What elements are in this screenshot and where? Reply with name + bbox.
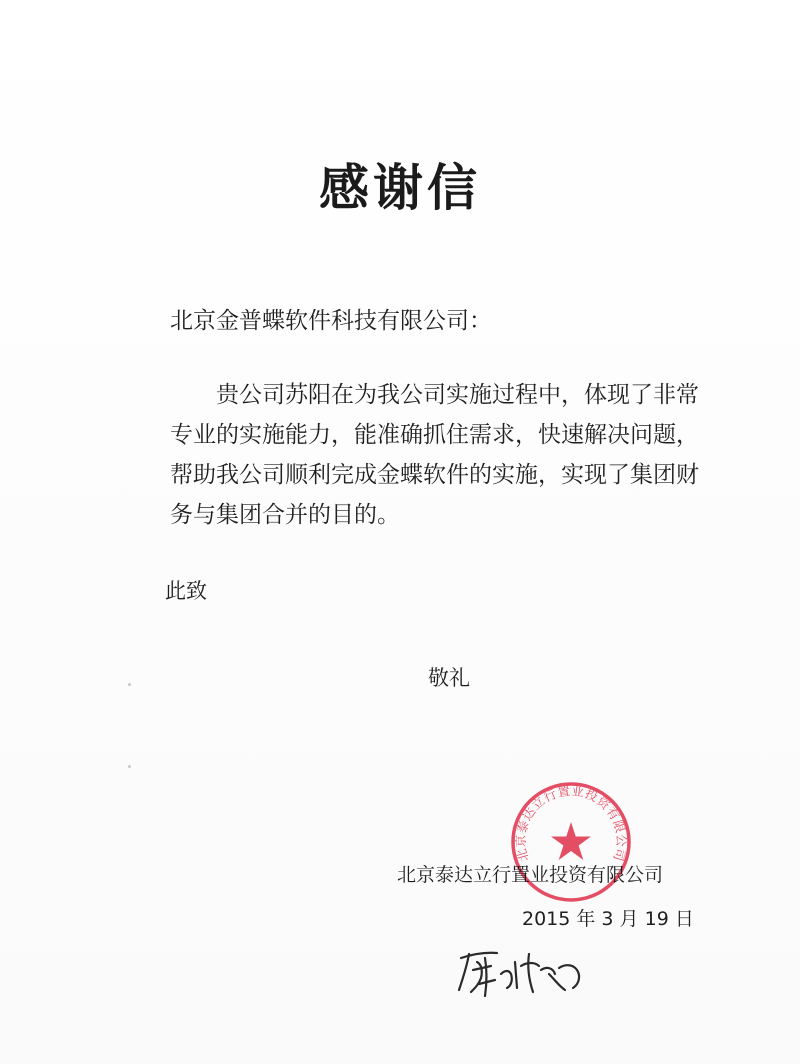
scan-speck <box>128 765 131 768</box>
sender-company: 北京泰达立行置业投资有限公司 <box>397 864 664 886</box>
svg-text:北京泰达立行置业投资有限公司: 北京泰达立行置业投资有限公司 <box>512 782 630 864</box>
letter-title: 感谢信 <box>319 159 481 217</box>
letter-body <box>170 375 699 535</box>
handwritten-signature-icon <box>455 940 590 1000</box>
letter-date: 2015 年 3 月 19 日 <box>522 908 694 930</box>
salutation: 北京金普蝶软件科技有限公司： <box>170 308 492 334</box>
closing-line-2: 敬礼 <box>428 666 470 690</box>
scan-speck <box>128 683 131 686</box>
closing-line-1: 此致 <box>165 579 207 603</box>
body-line: 贵公司苏阳在为我公司实施过程中，体现了非常 <box>216 382 699 408</box>
body-line: 帮助我公司顺利完成金蝶软件的实施，实现了集团财 <box>170 462 699 488</box>
body-line: 专业的实施能力，能准确抓住需求，快速解决问题， <box>170 422 699 448</box>
body-line: 务与集团合并的目的。 <box>170 502 400 528</box>
